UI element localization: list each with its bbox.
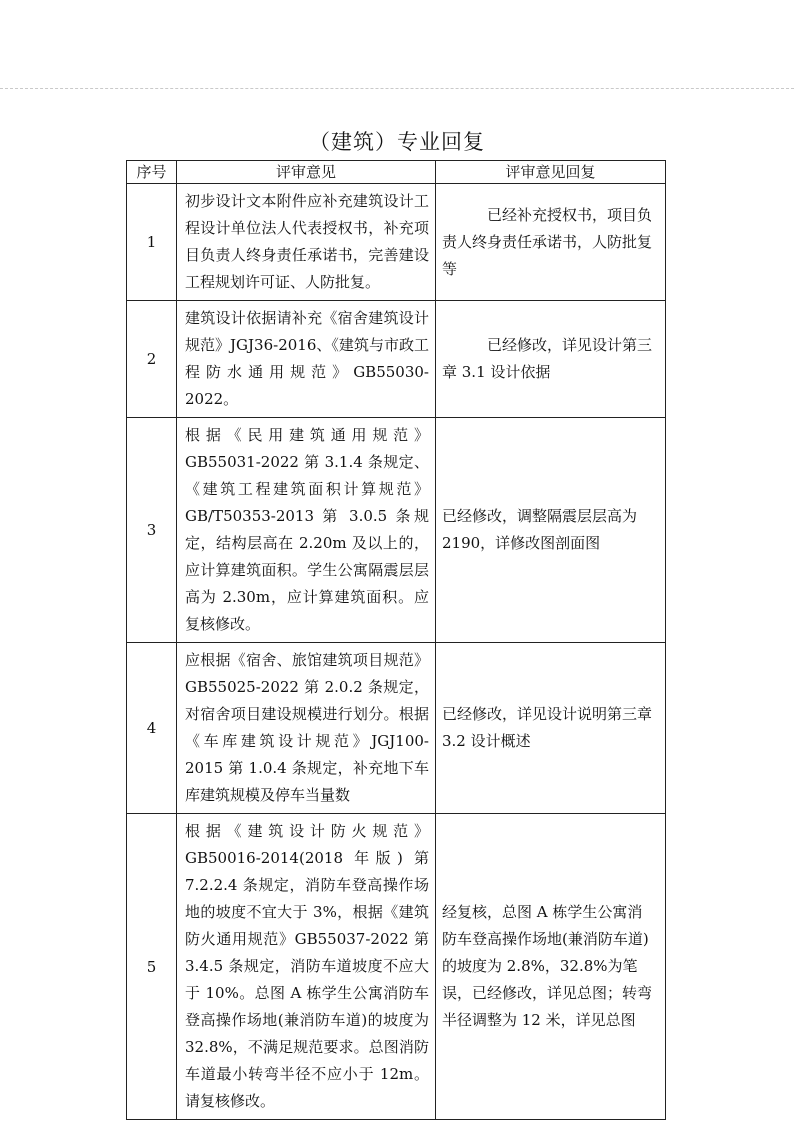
table-row — [127, 418, 666, 643]
review-table — [126, 160, 666, 1120]
review-comment: 根据《民用建筑通用规范》GB55031-2022 第 3.1.4 条规定、《建筑工程建筑面积计算规范》GB/T50353-2013 第 3.0.5 条规定，结构层高在 2.20m 及以上的，应计算建筑面积。学生公寓隔震层层高为 2.30m，应计算建筑面积。应复核修改。 — [177, 418, 436, 643]
table-row — [127, 643, 666, 814]
row-number: 3 — [127, 418, 177, 643]
row-number: 4 — [127, 643, 177, 814]
review-comment: 应根据《宿舍、旅馆建筑项目规范》GB55025-2022 第 2.0.2 条规定，对宿舍项目建设规模进行划分。根据《车库建筑设计规范》JGJ100-2015 第 1.0.4 条规定，补充地下车库建筑规模及停车当量数 — [177, 643, 436, 814]
table-row — [127, 301, 666, 418]
header-reply: 评审意见回复 — [436, 161, 666, 184]
review-comment: 初步设计文本附件应补充建筑设计工程设计单位法人代表授权书，补充项目负责人终身责任承诺书，完善建设工程规划许可证、人防批复。 — [177, 184, 436, 301]
scan-edge-line — [0, 88, 794, 89]
page-title: （建筑）专业回复 — [309, 130, 485, 154]
row-number: 2 — [127, 301, 177, 418]
review-reply: 已经修改，详见设计说明第三章 3.2 设计概述 — [436, 643, 666, 814]
header-number: 序号 — [127, 161, 177, 184]
table-row — [127, 814, 666, 1120]
review-comment: 建筑设计依据请补充《宿舍建筑设计规范》JGJ36-2016、《建筑与市政工程防水通用规范》GB55030-2022。 — [177, 301, 436, 418]
table-row — [127, 184, 666, 301]
row-number: 1 — [127, 184, 177, 301]
review-comment: 根据《建筑设计防火规范》GB50016-2014(2018 年版) 第 7.2.2.4 条规定，消防车登高操作场地的坡度不宜大于 3%，根据《建筑防火通用规范》GB55037-2022 第 3.4.5 条规定，消防车道坡度不应大于 10%。总图 A 栋学生公寓消防车登高操作场地(兼消防车道)的坡度为 32.8%，不满足规范要求。总图消防车道最小转弯半径不应小于 12m。请复核修改。 — [177, 814, 436, 1120]
review-reply: 已经修改，调整隔震层层高为 2190，详修改图剖面图 — [436, 418, 666, 643]
header-comment: 评审意见 — [177, 161, 436, 184]
table-header-row — [127, 161, 666, 184]
review-reply: 已经补充授权书，项目负责人终身责任承诺书，人防批复等 — [436, 184, 666, 301]
row-number: 5 — [127, 814, 177, 1120]
review-reply: 经复核，总图 A 栋学生公寓消防车登高操作场地(兼消防车道)的坡度为 2.8%，32.8%为笔误，已经修改，详见总图；转弯半径调整为 12 米，详见总图 — [436, 814, 666, 1120]
review-reply: 已经修改，详见设计第三章 3.1 设计依据 — [436, 301, 666, 418]
